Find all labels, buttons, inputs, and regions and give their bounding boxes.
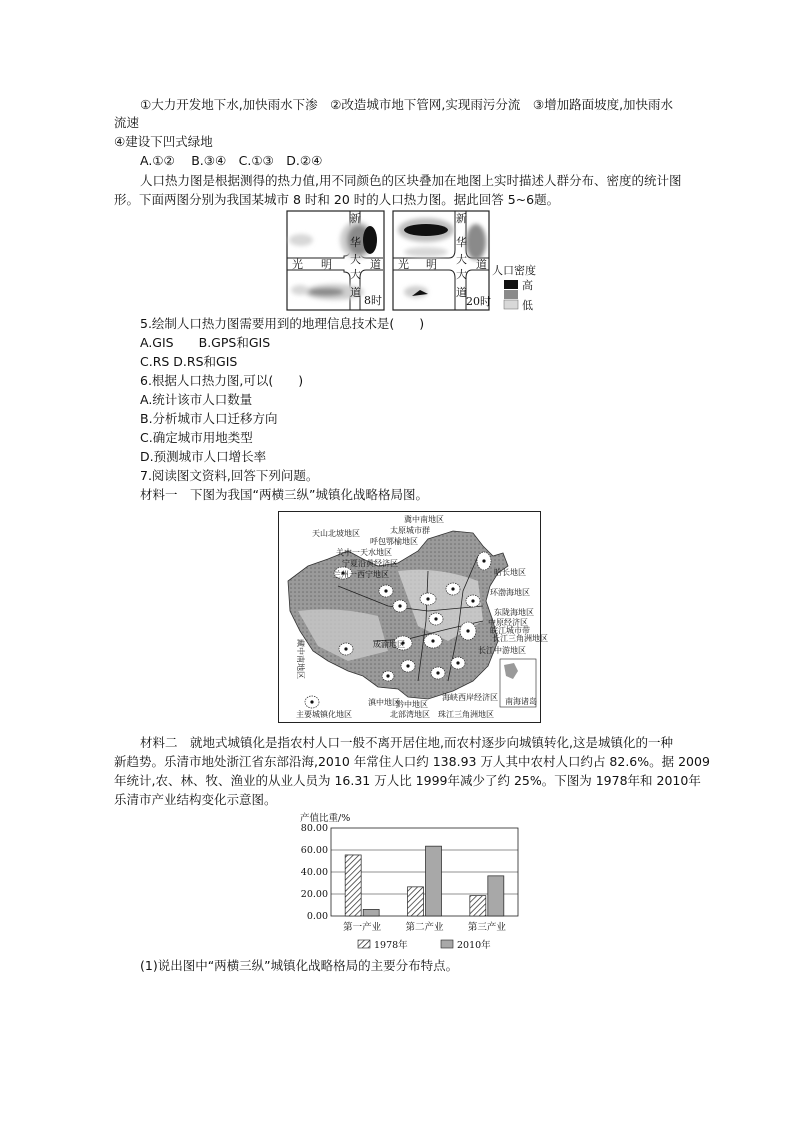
inset-label: 南海诸岛 [505, 697, 537, 706]
bar-2010-3 [488, 876, 504, 916]
label-huanbohai: 环渤海地区 [490, 588, 530, 597]
label-hachang: 哈长地区 [494, 568, 526, 577]
y-tick-label: 60.00 [300, 845, 328, 856]
material-1: 材料一 下图为我国“两横三纵”城镇化战略格局图。 [140, 487, 428, 502]
legend-2010-swatch [441, 940, 453, 948]
q6-option-b: B.分析城市人口迁移方向 [140, 411, 278, 426]
bar-2010-2 [426, 846, 442, 916]
time-8am-label: 8时 [364, 294, 382, 307]
label-changsanjiao: 长江三角洲地区 [492, 634, 548, 643]
material-2-line-1: 材料二 就地式城镇化是指农村人口一般不离开居住地,而农村逐步向城镇转化,这是城镇化的一种 [140, 735, 673, 750]
road-h-left-4: 道 [370, 258, 381, 271]
label-guanzhong: 关中一天水地区 [336, 548, 392, 557]
q6-stem: 6.根据人口热力图,可以( ) [140, 373, 304, 388]
industry-structure-chart [296, 810, 526, 955]
q6-option-d: D.预测城市人口增长率 [140, 449, 267, 464]
label-jizhongnan: 冀中南地区 [404, 515, 444, 524]
x-category-label: 第二产业 [405, 922, 444, 933]
material-2-line-4: 乐清市产业结构变化示意图。 [114, 792, 277, 807]
label-tianshan: 天山北坡地区 [312, 529, 360, 538]
material-2-line-3: 年统计,农、林、牧、渔业的从业人员为 16.31 万人比 1999年减少了约 25%。下图为 1978年和 2010年 [114, 773, 701, 788]
road-h-right-3: 大 [456, 253, 467, 266]
road-v-left-2: 华 [350, 236, 361, 249]
label-ningxia: 宁夏沿黄经济区 [342, 559, 398, 568]
road-h-right-1: 光 [398, 258, 409, 271]
material-2-line-2: 新趋势。乐清市地处浙江省东部沿海,2010 年常住人口约 138.93 万人其中农村人口约占 82.6%。据 2009 [114, 754, 710, 769]
legend-high-swatch [504, 280, 518, 289]
legend-mid-swatch [504, 290, 518, 299]
china-urbanization-map [278, 511, 548, 723]
road-v-right-4: 道 [456, 286, 467, 299]
y-tick-label: 40.00 [300, 867, 328, 878]
population-heatmap-figure [286, 210, 544, 312]
label-zhujiang: 珠江三角洲地区 [438, 710, 494, 719]
road-v-left-4: 道 [350, 286, 361, 299]
bar-1978-3 [470, 896, 486, 916]
road-v-left-3: 大 [350, 268, 361, 281]
chart-ylabel: 产值比重/% [300, 813, 351, 824]
legend-low-label: 低 [522, 299, 533, 312]
label-taiyuan: 太原城市群 [390, 526, 430, 535]
label-changjiangzhongyou: 长江中游地区 [478, 646, 526, 655]
label-zhongyuan: 中原经济区 [488, 618, 528, 627]
legend-high-label: 高 [522, 279, 533, 292]
road-v-right-2: 华 [456, 236, 467, 249]
y-tick-label: 0.00 [306, 911, 328, 922]
bar-1978-2 [408, 887, 424, 916]
time-20pm-label: 20时 [466, 295, 491, 308]
label-wanjiang: 皖江城市带 [490, 626, 530, 635]
bar-2010-1 [363, 909, 379, 916]
y-tick-label: 80.00 [300, 823, 328, 834]
bar-1978-1 [345, 855, 361, 916]
q6-option-c: C.确定城市用地类型 [140, 430, 253, 445]
density-legend-title: 人口密度 [492, 264, 536, 277]
q7-stem: 7.阅读图文资料,回答下列问题。 [140, 468, 319, 483]
q5-options-cd: C.RS D.RS和GIS [140, 354, 238, 369]
label-beibuwan: 北部湾地区 [390, 710, 430, 719]
road-v-left-1: 新 [350, 212, 361, 225]
road-h-right-4: 道 [476, 258, 487, 271]
heatmap-intro-1: 人口热力图是根据测得的热力值,用不同颜色的区块叠加在地图上实时描述人群分布、密度的统计图 [140, 173, 682, 188]
x-category-label: 第三产业 [467, 922, 506, 933]
q4-options-line-3: ④建设下凹式绿地 [114, 134, 213, 149]
y-tick-label: 20.00 [300, 889, 328, 900]
q6-option-a: A.统计该市人口数量 [140, 392, 253, 407]
label-chengyu: 成渝地区 [373, 640, 405, 649]
label-zangzhongnan: 藏中南地区 [296, 639, 305, 679]
road-v-right-1: 新 [456, 212, 467, 225]
map-legend-label: 主要城镇化地区 [296, 710, 352, 719]
q5-options-ab: A.GIS B.GPS和GIS [140, 335, 271, 350]
label-dianzhong: 滇中地区 [368, 698, 400, 707]
q4-options-line-1: ①大力开发地下水,加快雨水下渗 ②改造城市地下管网,实现雨污分流 ③增加路面坡度,加快雨水 [140, 97, 674, 112]
label-lanzhou: 兰州一西宁地区 [333, 570, 389, 579]
legend-low-swatch [504, 300, 518, 309]
heatmap-intro-2: 形。下面两图分别为我国某城市 8 时和 20 时的人口热力图。据此回答 5~6题。 [114, 192, 560, 207]
legend-1978-label: 1978年 [374, 940, 408, 951]
x-category-label: 第一产业 [343, 922, 382, 933]
q5-stem: 5.绘制人口热力图需要用到的地理信息技术是( ) [140, 316, 425, 331]
label-haixia: 海峡西岸经济区 [442, 693, 498, 702]
q4-choices: A.①② B.③④ C.①③ D.②④ [140, 153, 323, 168]
label-hubaoeyu: 呼包鄂榆地区 [370, 537, 418, 546]
road-h-right-2: 明 [426, 258, 437, 271]
road-h-left-1: 光 [292, 258, 303, 271]
legend-1978-swatch [358, 940, 370, 948]
q4-options-line-2: 流速 [114, 115, 140, 130]
road-h-left-2: 明 [321, 258, 332, 271]
legend-2010-label: 2010年 [457, 940, 491, 951]
label-qianzhong: 黔中地区 [396, 700, 428, 709]
label-donglonghai: 东陇海地区 [494, 608, 534, 617]
road-v-right-3: 大 [456, 268, 467, 281]
q7-part-1: (1)说出图中“两横三纵”城镇化战略格局的主要分布特点。 [140, 958, 459, 973]
road-h-left-3: 大 [350, 253, 361, 266]
